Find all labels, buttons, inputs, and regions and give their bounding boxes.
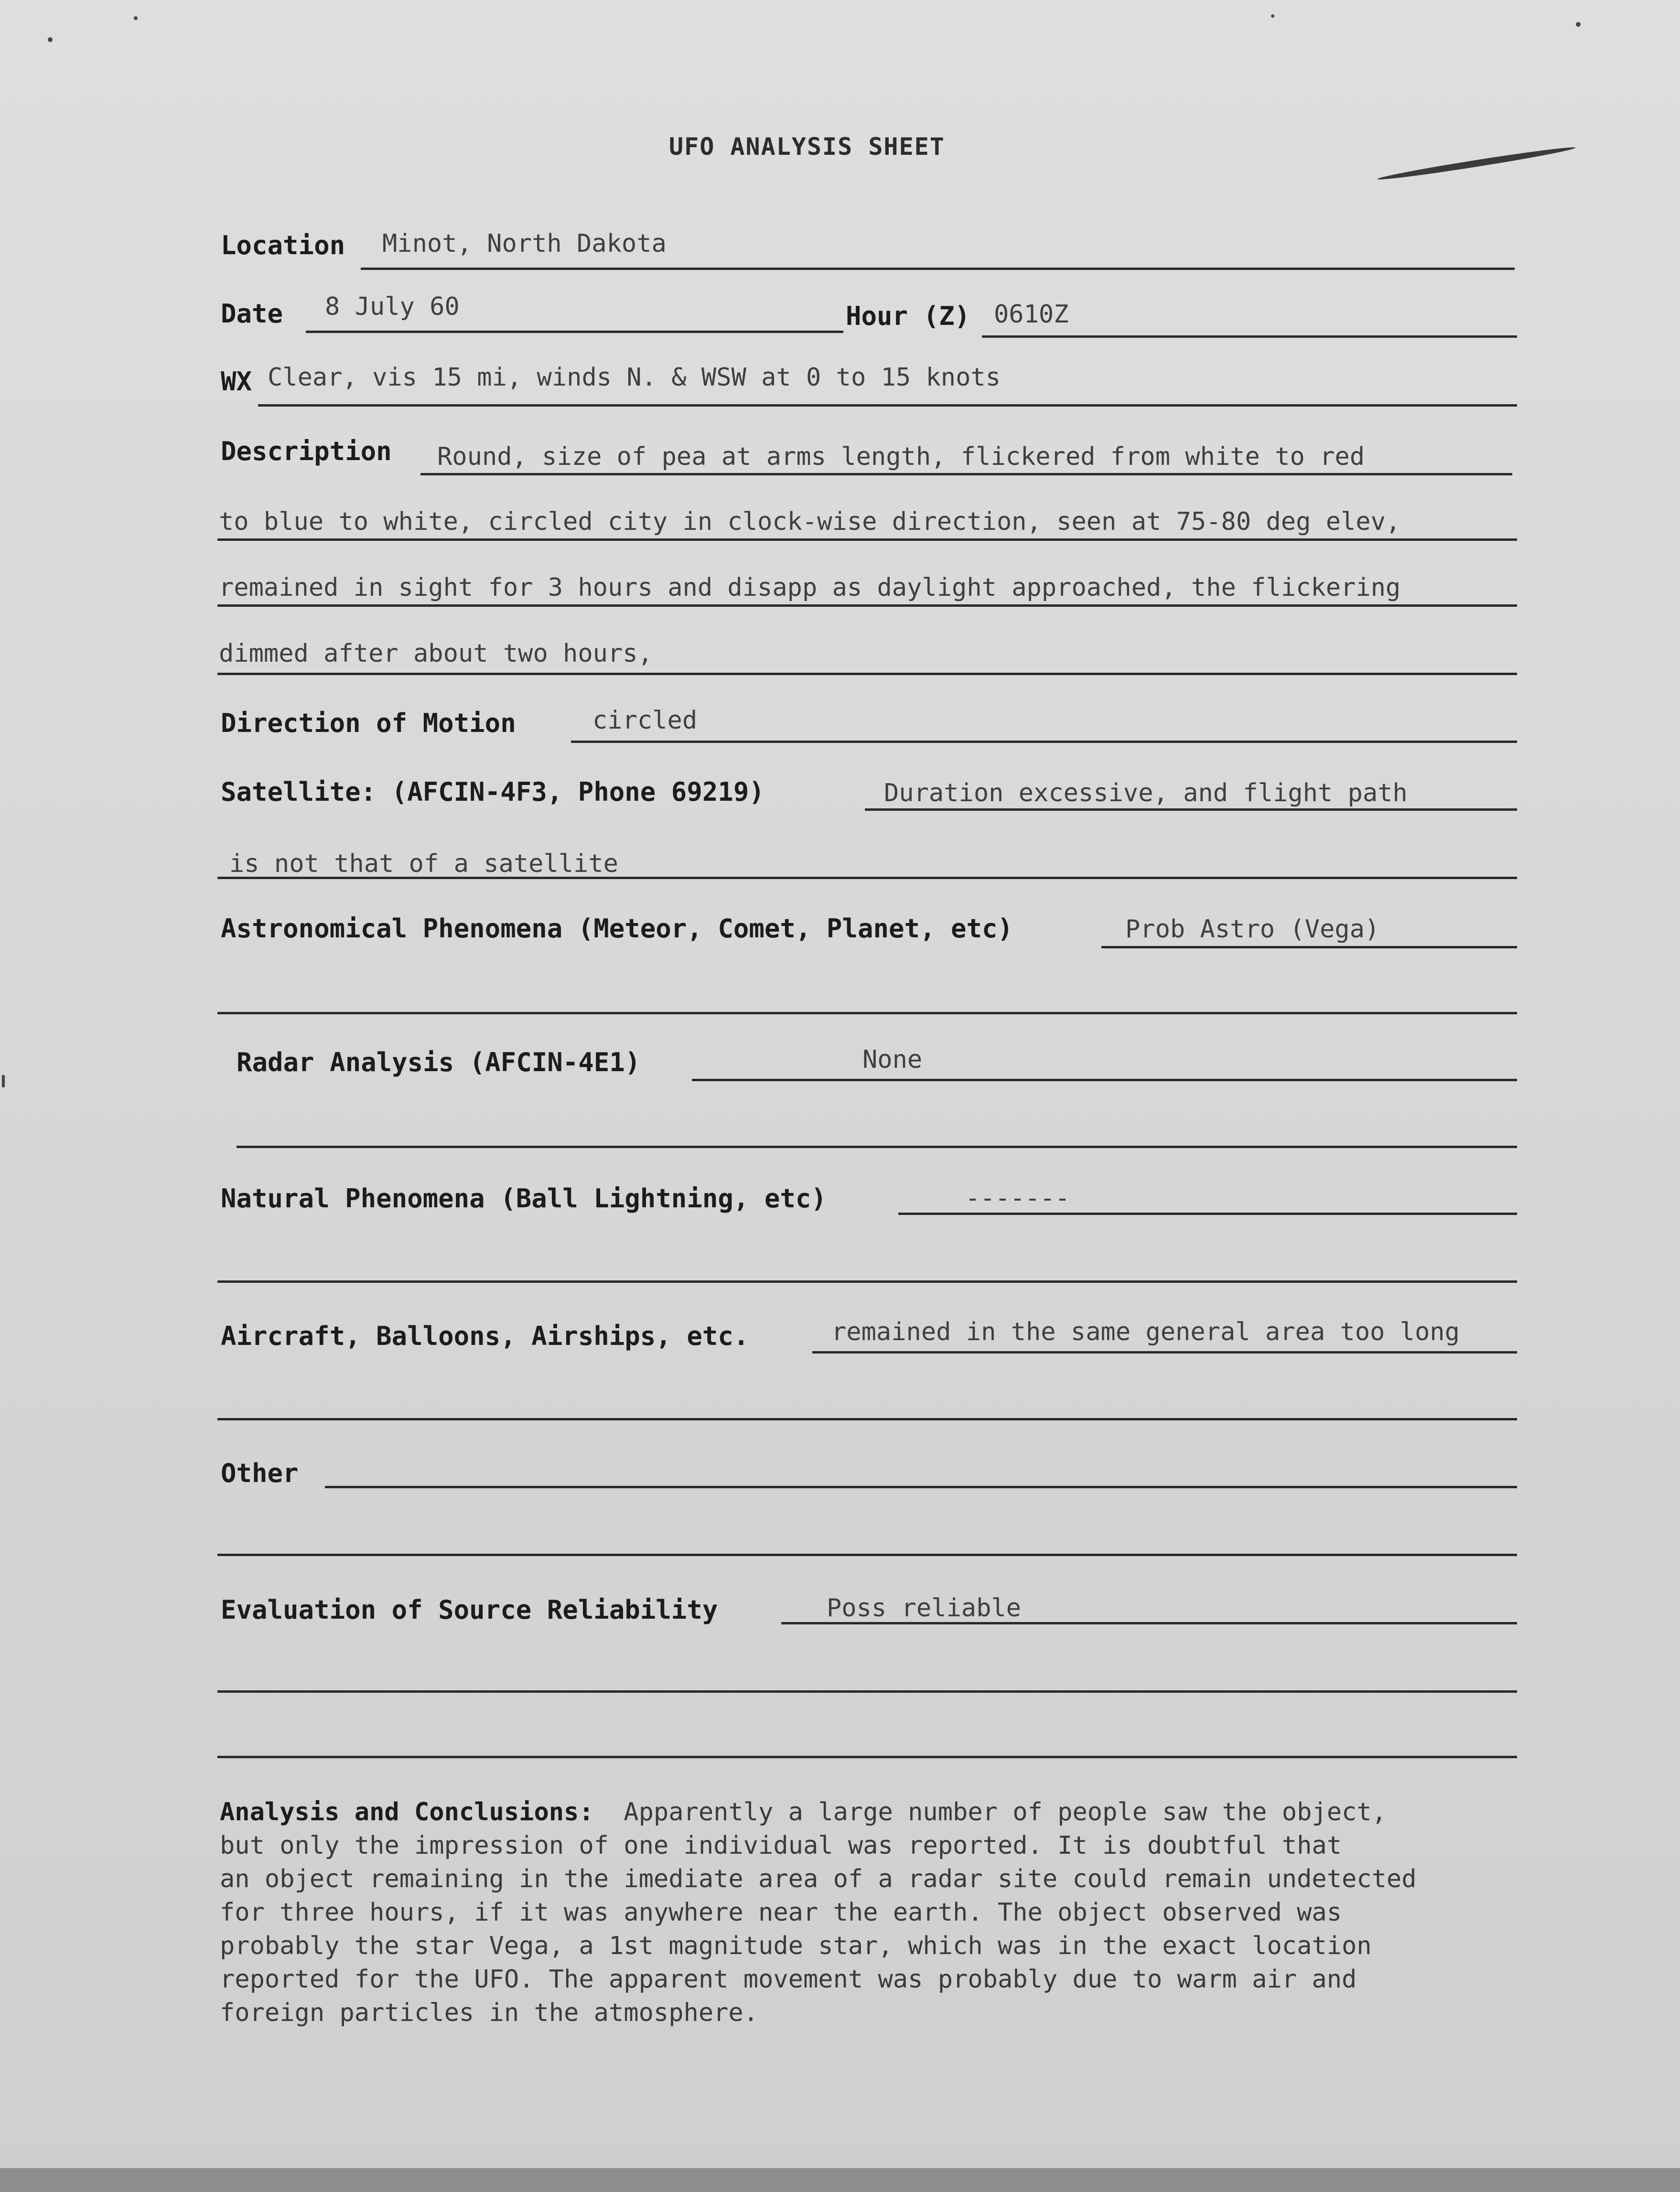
date-underline (306, 331, 843, 333)
description-line-3: remained in sight for 3 hours and disapp as daylight approached, the flickering (219, 573, 1401, 602)
description-underline-3 (217, 604, 1517, 607)
form-title: UFO ANALYSIS SHEET (669, 133, 945, 161)
reliability-underline-3 (217, 1756, 1517, 1758)
description-line-4: dimmed after about two hours, (219, 639, 653, 668)
natural-underline-2 (217, 1280, 1517, 1283)
aircraft-underline (812, 1351, 1517, 1354)
wx-value: Clear, vis 15 mi, winds N. & WSW at 0 to 15 knots (268, 363, 1001, 392)
scan-edge (0, 2168, 1680, 2192)
astro-label: Astronomical Phenomena (Meteor, Comet, Planet, etc) (221, 913, 1013, 944)
speck (48, 37, 53, 42)
location-underline (361, 268, 1515, 270)
other-underline (325, 1486, 1517, 1488)
speck (2, 1075, 5, 1087)
natural-value: ------- (965, 1184, 1070, 1213)
conclusions-line-2: but only the impression of one individual was reported. It is doubtful that (220, 1831, 1342, 1860)
other-underline-2 (217, 1554, 1517, 1556)
hour-underline (982, 335, 1517, 338)
conclusions-line-7: foreign particles in the atmosphere. (220, 1999, 759, 2027)
reliability-label: Evaluation of Source Reliability (221, 1595, 718, 1625)
other-label: Other (221, 1458, 299, 1488)
astro-underline-2 (217, 1012, 1517, 1014)
astro-value: Prob Astro (Vega) (1125, 915, 1380, 944)
speck (1576, 22, 1581, 27)
conclusions-line-5: probably the star Vega, a 1st magnitude star, which was in the exact location (220, 1932, 1372, 1960)
satellite-line-1: Duration excessive, and flight path (884, 779, 1408, 807)
reliability-value: Poss reliable (827, 1594, 1021, 1623)
satellite-underline-2 (217, 877, 1517, 879)
natural-label: Natural Phenomena (Ball Lightning, etc) (221, 1183, 827, 1214)
motion-label: Direction of Motion (221, 708, 516, 738)
conclusions-label: Analysis and Conclusions: (220, 1798, 594, 1827)
conclusions-line-6: reported for the UFO. The apparent movement was probably due to warm air and (220, 1965, 1357, 1994)
radar-underline-2 (237, 1146, 1517, 1148)
motion-underline (571, 741, 1517, 743)
description-underline-2 (217, 538, 1517, 541)
conclusions-line-1: Apparently a large number of people saw the object, (624, 1798, 1387, 1827)
radar-underline (692, 1079, 1517, 1081)
satellite-label: Satellite: (AFCIN-4F3, Phone 69219) (221, 777, 765, 807)
location-label: Location (221, 230, 345, 260)
hour-label: Hour (Z) (846, 301, 970, 331)
astro-underline (1101, 946, 1517, 948)
reliability-underline (781, 1622, 1517, 1624)
description-line-2: to blue to white, circled city in clock-wise direction, seen at 75-80 deg elev, (219, 507, 1401, 536)
description-underline-4 (217, 673, 1517, 675)
aircraft-value: remained in the same general area too long (831, 1318, 1460, 1346)
radar-value: None (862, 1045, 923, 1074)
wx-underline (258, 404, 1517, 407)
hour-value: 0610Z (994, 300, 1069, 329)
satellite-line-2: is not that of a satellite (229, 849, 618, 878)
date-value: 8 July 60 (325, 292, 460, 321)
location-value: Minot, North Dakota (382, 229, 667, 258)
aircraft-underline-2 (217, 1418, 1517, 1420)
date-label: Date (221, 299, 283, 329)
conclusions-line-3: an object remaining in the imediate area of a radar site could remain undetected (220, 1865, 1417, 1893)
description-underline-1 (420, 473, 1512, 475)
description-label: Description (221, 436, 392, 466)
reliability-underline-2 (217, 1690, 1517, 1693)
speck (134, 16, 138, 20)
satellite-underline-1 (865, 808, 1517, 811)
radar-label: Radar Analysis (AFCIN-4E1) (237, 1047, 641, 1077)
wx-label: WX (221, 366, 252, 397)
speck (1271, 14, 1274, 18)
aircraft-label: Aircraft, Balloons, Airships, etc. (221, 1321, 749, 1351)
conclusions-line-4: for three hours, if it was anywhere near the earth. The object observed was (220, 1898, 1342, 1927)
motion-value: circled (592, 706, 698, 735)
conclusions-block (220, 1795, 1634, 2030)
ink-smudge (1377, 144, 1576, 183)
natural-underline (898, 1213, 1517, 1215)
description-line-1: Round, size of pea at arms length, flickered from white to red (437, 442, 1365, 471)
